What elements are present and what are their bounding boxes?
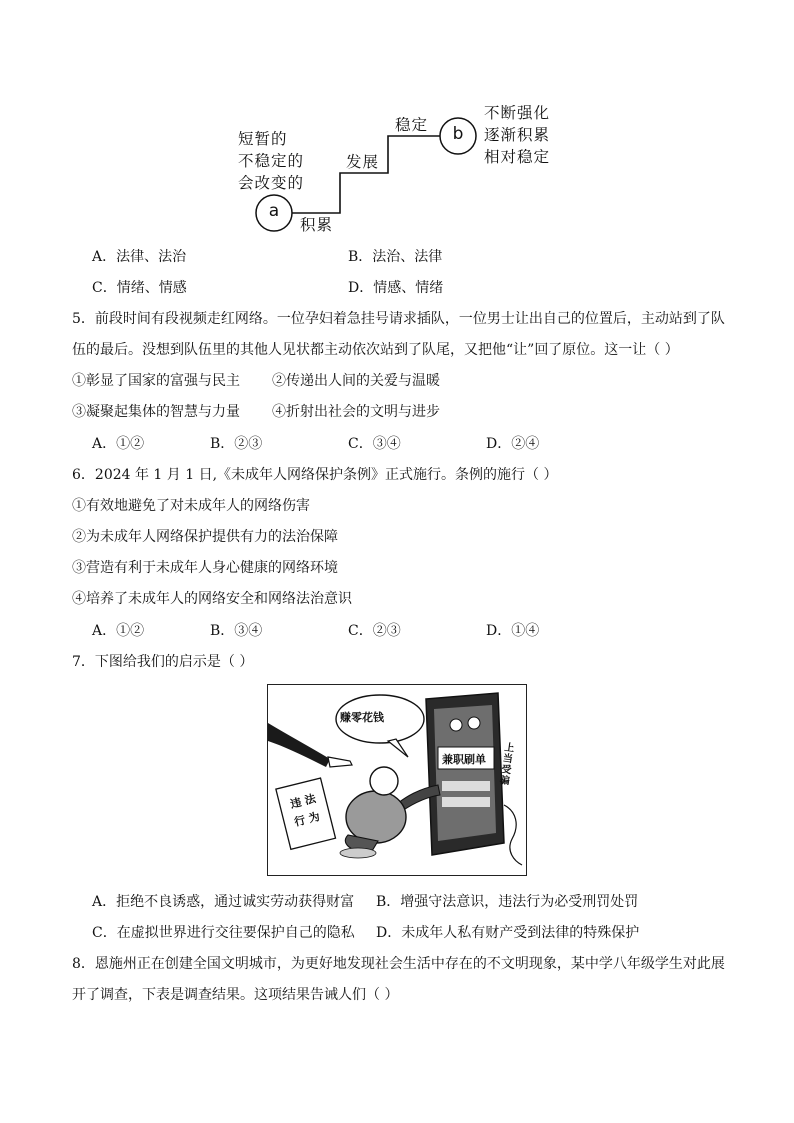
circle-a-label: a (268, 201, 280, 221)
q5-statement-2: ②传递出人间的关爱与温暖 (272, 373, 440, 389)
left-text-1: 短暂的 (238, 130, 288, 148)
q6-stem: 6．2024 年 1 月 1 日,《未成年人网络保护条例》正式施行。条例的施行（ ） (72, 467, 558, 483)
stair-path (292, 136, 440, 213)
pointing-arm (268, 723, 330, 767)
circle-b-label: b (452, 124, 464, 144)
q5-option-a: A．①② (92, 436, 145, 452)
q4-option-a: A．法律、法治 (92, 249, 187, 265)
q6-statement-1: ①有效地避免了对未成年人的网络伤害 (72, 498, 310, 514)
step-label-2: 发展 (346, 153, 380, 171)
q7-stem: 7．下图给我们的启示是（ ） (72, 654, 254, 670)
q4-option-d: D．情感、情绪 (348, 280, 444, 296)
cartoon-drawing (268, 685, 525, 874)
cartoon-side-text: 上当受骗 (499, 742, 516, 788)
q5-statement-1: ①彰显了国家的富强与民主 (72, 373, 240, 389)
q5-option-c: C．③④ (348, 436, 401, 452)
right-text-3: 相对稳定 (484, 148, 551, 166)
q6-statement-3: ③营造有利于未成年人身心健康的网络环境 (72, 560, 338, 576)
cartoon-screen-text: 兼职刷单 (442, 753, 486, 766)
q6-option-b: B．③④ (210, 623, 263, 639)
left-text-3: 会改变的 (238, 174, 305, 192)
q6-statement-2: ②为未成年人网络保护提供有力的法治保障 (72, 529, 338, 545)
q4-option-c: C．情绪、情感 (92, 280, 187, 296)
q5-option-d: D．②④ (486, 436, 540, 452)
q5-option-b: B．②③ (210, 436, 263, 452)
monitor-screen (434, 705, 496, 841)
q7-cartoon (267, 684, 527, 876)
q8-stem-line-1: 8．恩施州正在创建全国文明城市，为更好地发现社会生活中存在的不文明现象，某中学八年级学生对此展 (72, 956, 725, 972)
q4-option-b: B．法治、法律 (348, 249, 443, 265)
cartoon-paper-line-1: 违 法 (288, 792, 318, 811)
q8-stem-line-2: 开了调查，下表是调查结果。这项结果告诫人们（ ） (72, 987, 399, 1003)
q5-stem-line-2: 伍的最后。没想到队伍里的其他人见状都主动依次站到了队尾，又把他“让”回了原位。这一让（ ） (72, 342, 679, 358)
cartoon-paper-line-2: 行 为 (292, 810, 322, 829)
q7-option-d: D．未成年人私有财产受到法律的特殊保护 (376, 925, 640, 941)
cartoon-bubble-text: 赚零花钱 (340, 711, 384, 724)
q6-statement-4: ④培养了未成年人的网络安全和网络法治意识 (72, 591, 352, 607)
q6-option-d: D．①④ (486, 623, 540, 639)
q6-option-a: A．①② (92, 623, 145, 639)
q6-option-c: C．②③ (348, 623, 401, 639)
step-label-1: 积累 (300, 216, 334, 234)
step-label-3: 稳定 (395, 116, 429, 134)
q5-statement-4: ④折射出社会的文明与进步 (272, 404, 440, 420)
q7-option-b: B．增强守法意识，违法行为必受刑罚处罚 (376, 894, 639, 910)
person-body (346, 791, 406, 843)
left-text-2: 不稳定的 (238, 152, 305, 170)
q5-statement-3: ③凝聚起集体的智慧与力量 (72, 404, 240, 420)
stair-diagram (228, 96, 568, 241)
right-text-1: 不断强化 (484, 104, 551, 122)
q7-option-c: C．在虚拟世界进行交往要保护自己的隐私 (92, 925, 355, 941)
q7-option-a: A．拒绝不良诱惑，通过诚实劳动获得财富 (92, 894, 355, 910)
pointing-hand (328, 757, 352, 767)
q5-stem-line-1: 5．前段时间有段视频走红网络。一位孕妇着急挂号请求插队，一位男士让出自己的位置后，主动站到了队 (72, 311, 725, 327)
person-head (370, 767, 398, 795)
right-text-2: 逐渐积累 (484, 126, 551, 144)
